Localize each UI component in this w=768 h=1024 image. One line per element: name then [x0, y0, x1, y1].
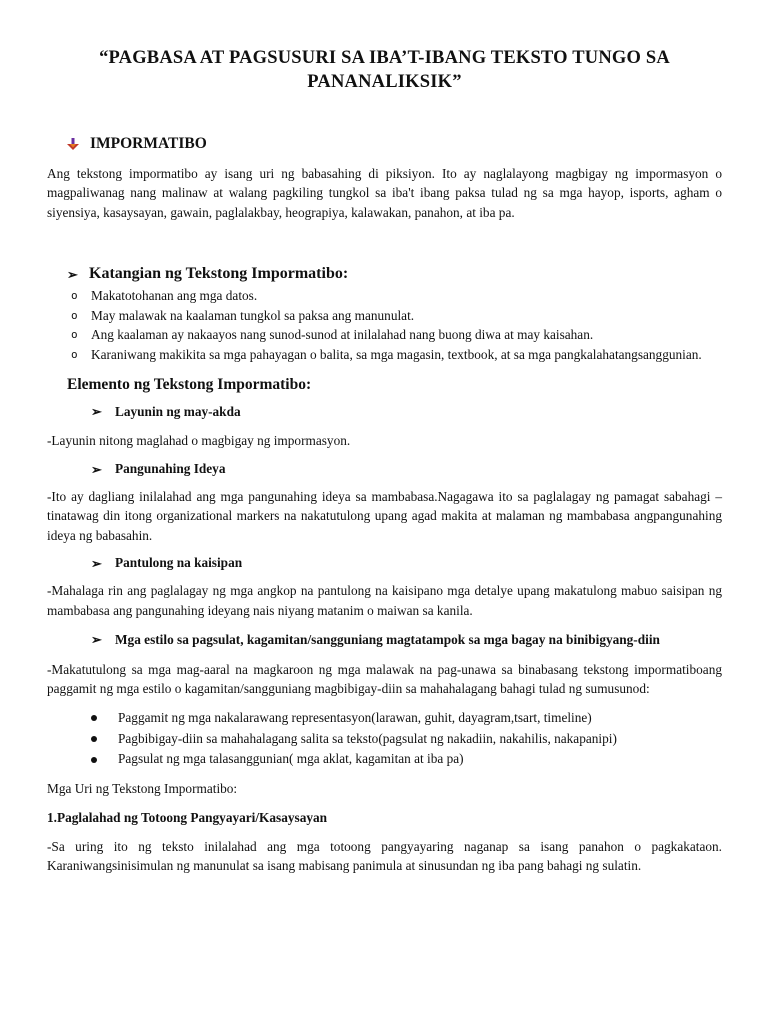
section-heading-text: IMPORMATIBO	[90, 135, 207, 152]
list-item	[47, 325, 722, 345]
intro-paragraph: Ang tekstong impormatibo ay isang uri ng babasahing di piksiyon. Ito ay naglalayong magbigay ng impormasyon o magpaliwanag nang malinaw at walang pagkiling tungkol sa iba't ibang paksa tulad ng sa mga hayop, isports, agham o siyensiya, kasaysayan, gawain, paglalakbay, heograpiya, kalawakan, panahon, at iba pa.	[47, 166, 722, 220]
dot-bullet-icon	[91, 757, 97, 763]
circle-bullet-icon: o	[71, 308, 78, 322]
section-heading	[66, 135, 722, 153]
list-item	[47, 749, 722, 770]
down-arrow-bullet-icon	[66, 137, 80, 151]
arrow-bullet-icon: ➢	[91, 461, 102, 477]
katangian-heading-text: Katangian ng Tekstong Impormatibo:	[89, 265, 349, 283]
pantulong-paragraph: -Mahalaga rin ang paglalagay ng mga angkop na pantulong na kaisipano mga detalye upang makatulong mabuo saisipan ng mambabasa ang pangunahing ideyang nais niyang matanim o maiwan sa kanila.	[47, 583, 722, 618]
uri-first-heading: 1.Paglalahad ng Totoong Pangyayari/Kasaysayan	[47, 809, 328, 825]
dot-bullet-icon	[91, 715, 97, 721]
pangunahing-paragraph: -Ito ay dagliang inilalahad ang mga pangunahing ideya sa mambabasa.Nagagawa ito sa paglalagay ng pamagat sabahagi –tinatawag din itong organizational markers na nakatutulong upang agad makita at malaman ng mambabasa angpangunahing ideya ng babasahin.	[47, 489, 722, 543]
estilo-list	[47, 708, 722, 770]
estilo-heading-text: Mga estilo sa pagsulat, kagamitan/sangguniang magtatampok sa mga bagay na binibigyang-diin	[115, 632, 660, 648]
estilo-heading	[91, 630, 722, 650]
list-item-text: Makatotohanan ang mga datos.	[91, 288, 258, 304]
list-item-text: Pagsulat ng mga talasanggunian( mga aklat, kagamitan at iba pa)	[118, 751, 464, 767]
circle-bullet-icon: o	[71, 289, 78, 303]
list-item-text: Paggamit ng mga nakalarawang representasyon(larawan, guhit, dayagram,tsart, timeline)	[118, 709, 592, 725]
elemento-heading	[67, 376, 722, 394]
arrow-bullet-icon: ➢	[67, 266, 78, 282]
pangunahing-heading	[91, 461, 722, 477]
katangian-list	[47, 286, 722, 364]
arrow-bullet-icon: ➢	[91, 404, 102, 420]
list-item	[47, 286, 722, 306]
list-item	[47, 345, 722, 365]
layunin-heading	[91, 404, 722, 420]
pangunahing-heading-text: Pangunahing Ideya	[115, 461, 226, 476]
arrow-bullet-icon: ➢	[91, 555, 102, 571]
pantulong-heading-text: Pantulong na kaisipan	[115, 555, 243, 571]
elemento-heading-text: Elemento ng Tekstong Impormatibo:	[67, 375, 312, 393]
layunin-paragraph: -Layunin nitong maglahad o magbigay ng impormasyon.	[47, 432, 351, 448]
list-item	[47, 729, 722, 750]
katangian-heading	[67, 265, 722, 283]
list-item-text: Ang kaalaman ay nakaayos nang sunod-sunod at inilalahad nang buong diwa at may kaisahan.	[91, 327, 594, 343]
layunin-heading-text: Layunin ng may-akda	[115, 403, 241, 419]
circle-bullet-icon: o	[71, 328, 78, 342]
arrow-bullet-icon: ➢	[91, 632, 102, 648]
document-title: “PAGBASA AT PAGSUSURI SA IBA’T-IBANG TEKSTO TUNGO SA PANANALIKSIK”	[99, 48, 670, 92]
list-item	[47, 708, 722, 729]
circle-bullet-icon: o	[71, 348, 78, 361]
list-item-text: Pagbibigay-diin sa mahahalagang salita sa teksto(pagsulat ng nakadiin, nakahilis, nakapanipi)	[118, 730, 617, 746]
list-item-text: May malawak na kaalaman tungkol sa paksa ang manunulat.	[91, 307, 415, 323]
uri-heading: Mga Uri ng Tekstong Impormatibo:	[47, 781, 238, 797]
dot-bullet-icon	[91, 736, 97, 742]
list-item-text: Karaniwang makikita sa mga pahayagan o balita, sa mga magasin, textbook, at sa mga pangkalahatangsanggunian.	[91, 347, 702, 362]
list-item	[47, 306, 722, 326]
uri-first-paragraph: -Sa uring ito ng teksto inilalahad ang mga totoong pangyayaring naganap sa isang panahon o pagkakataon. Karaniwangsinisimulan ng manunulat sa isang mabisang panimula at sinusundan ng iba pang bahagi ng sulatin.	[47, 839, 722, 874]
estilo-paragraph: -Makatutulong sa mga mag-aaral na magkaroon ng mga malawak na pag-unawa sa binabasang tekstong impormatiboang paggamit ng mga estilo o kagamitan/sangguniang magbibigay-diin sa mahahalagang bahagi tulad ng sumusunod:	[47, 662, 722, 697]
pantulong-heading	[91, 555, 722, 571]
